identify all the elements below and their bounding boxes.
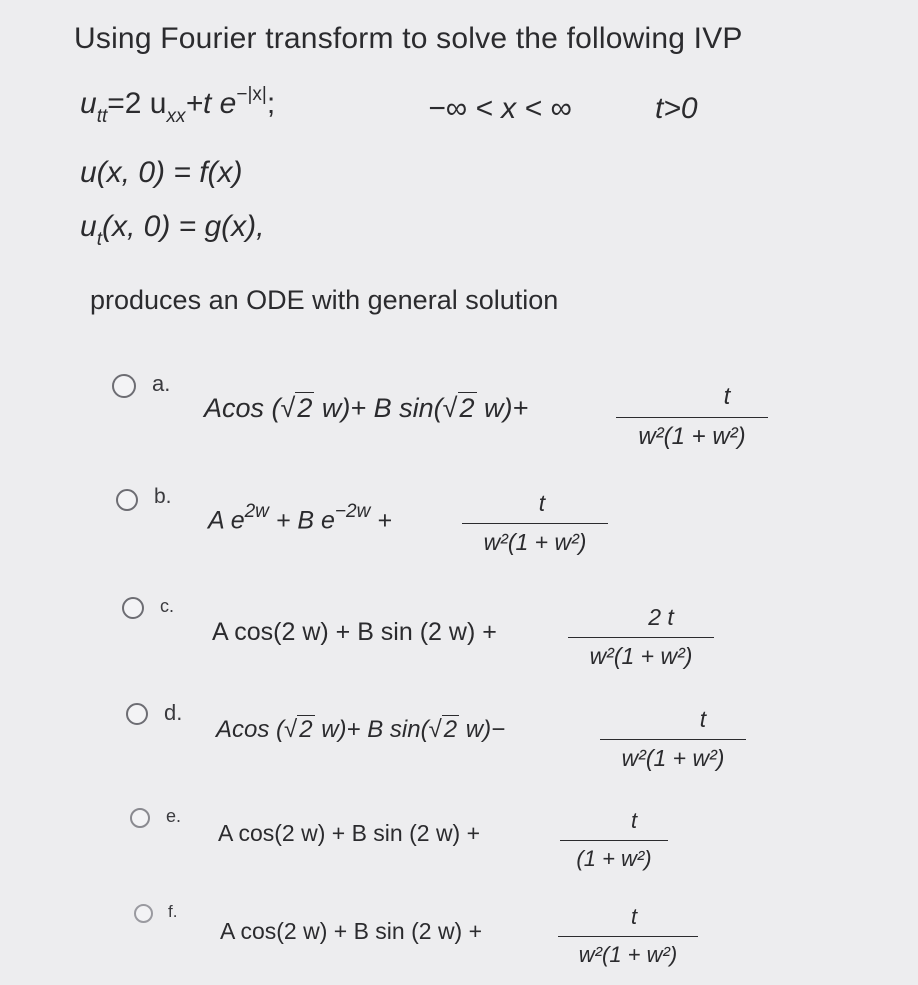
option-f-expression: A cos(2 w) + B sin (2 w) + (220, 918, 483, 944)
option-a-denominator: w²(1 + w²) (638, 423, 746, 450)
option-b-expression: A $e^{2w} + B$ $e^{-2w}$ + (208, 501, 392, 535)
option-d-denominator: w²(1 + w²) (621, 745, 725, 771)
radio-option-b[interactable] (116, 489, 138, 511)
option-e-numerator: t (630, 808, 638, 833)
option-f-numerator: t (630, 904, 638, 929)
option-f-letter: f. (168, 902, 178, 921)
option-d-fraction (600, 706, 746, 772)
option-e-fraction (560, 808, 668, 872)
option-c-fraction (568, 604, 714, 670)
option-c-denominator: w²(1 + w²) (589, 643, 693, 669)
question-intro: produces an ODE with general solution (90, 285, 559, 315)
option-c-expression: A cos(2 w) + B sin (2 w) + (212, 618, 497, 646)
option-b-fraction (462, 490, 608, 556)
option-f-fraction (558, 904, 698, 968)
time-condition: t>0 (655, 92, 698, 125)
option-e-denominator: (1 + w²) (576, 846, 652, 871)
pde-equation: $u_{tt}=2$ $u_{xx}+t$ $e^{-|x|}$; (80, 84, 276, 127)
radio-option-a[interactable] (112, 374, 136, 398)
option-d-letter: d. (164, 700, 183, 725)
option-c-numerator: 2 t (648, 604, 674, 630)
domain-condition: −∞ < x < ∞ (428, 92, 572, 125)
option-e-letter: e. (166, 806, 182, 826)
option-d-expression: Acos (√2 w)+ B sin(√2 w)− (216, 716, 506, 743)
option-a-letter: a. (152, 371, 171, 396)
option-b-numerator: t (538, 490, 546, 516)
radio-option-c[interactable] (122, 597, 144, 619)
option-e-expression: A cos(2 w) + B sin (2 w) + (218, 820, 481, 846)
option-f-denominator: w²(1 + w²) (578, 942, 678, 967)
option-a-expression: Acos (√2 w)+ B sin(√2 w)+ (204, 393, 529, 423)
option-b-letter: b. (154, 485, 172, 508)
option-d-numerator: t (699, 706, 707, 732)
radio-option-e[interactable] (130, 808, 150, 828)
initial-condition-2: $u_t(x$, 0) = g(x), (80, 210, 265, 250)
radio-option-d[interactable] (126, 703, 148, 725)
option-a-numerator: t (723, 383, 731, 410)
initial-condition-1: u(x, 0) = f(x) (80, 156, 243, 189)
option-a-fraction (616, 383, 768, 451)
option-b-denominator: w²(1 + w²) (483, 529, 587, 555)
question-heading: Using Fourier transform to solve the following IVP (74, 22, 743, 55)
option-c-letter: c. (160, 596, 175, 616)
radio-option-f[interactable] (134, 904, 153, 923)
